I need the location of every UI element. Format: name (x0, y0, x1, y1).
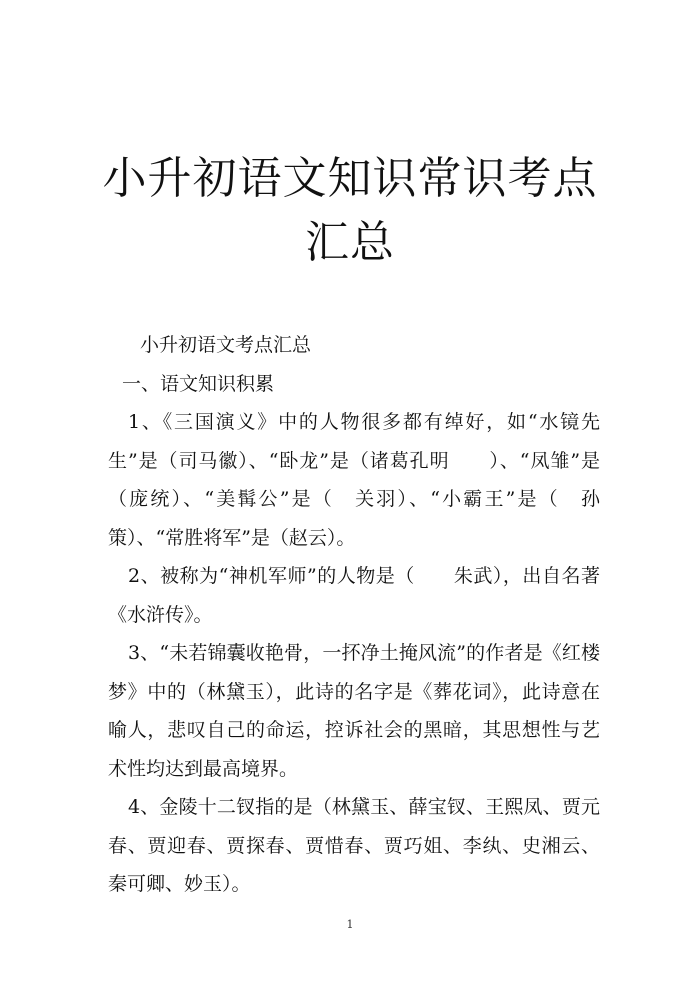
subtitle: 小升初语文考点汇总 (140, 334, 312, 356)
paragraph-item-1: 1、《三国演义》中的人物很多都有绰好，如“水镜先生”是（司马徽）、“卧龙”是（诸葛孔明 ）、“凤雏”是（庞统）、“美髯公”是（ 关羽）、“小霸王”是（ 孙策）、“常胜将军”是（赵云）。 (108, 411, 600, 549)
page-number: 1 (346, 918, 354, 931)
section-heading: 一、语文知识积累 (122, 372, 275, 395)
document-body (108, 326, 600, 904)
title-line-1: 小升初语文知识常识考点 (102, 153, 598, 205)
page-title (0, 147, 700, 275)
paragraph-item-3: 3、“未若锦囊收艳骨，一抔净土掩风流”的作者是《红楼梦》中的（林黛玉），此诗的名字是《葬花词》，此诗意在喻人，悲叹自己的命运，控诉社会的黑暗，其思想性与艺术性均达到最高境界。 (108, 642, 600, 780)
paragraph-item-2: 2、被称为“神机军师”的人物是（ 朱武），出自名著《水浒传》。 (108, 565, 600, 626)
paragraph-item-4: 4、金陵十二钗指的是（林黛玉、薛宝钗、王熙凤、贾元春、贾迎春、贾探春、贾惜春、贾巧姐、李纨、史湘云、秦可卿、妙玉）。 (108, 796, 600, 895)
title-line-2: 汇总 (305, 217, 395, 269)
